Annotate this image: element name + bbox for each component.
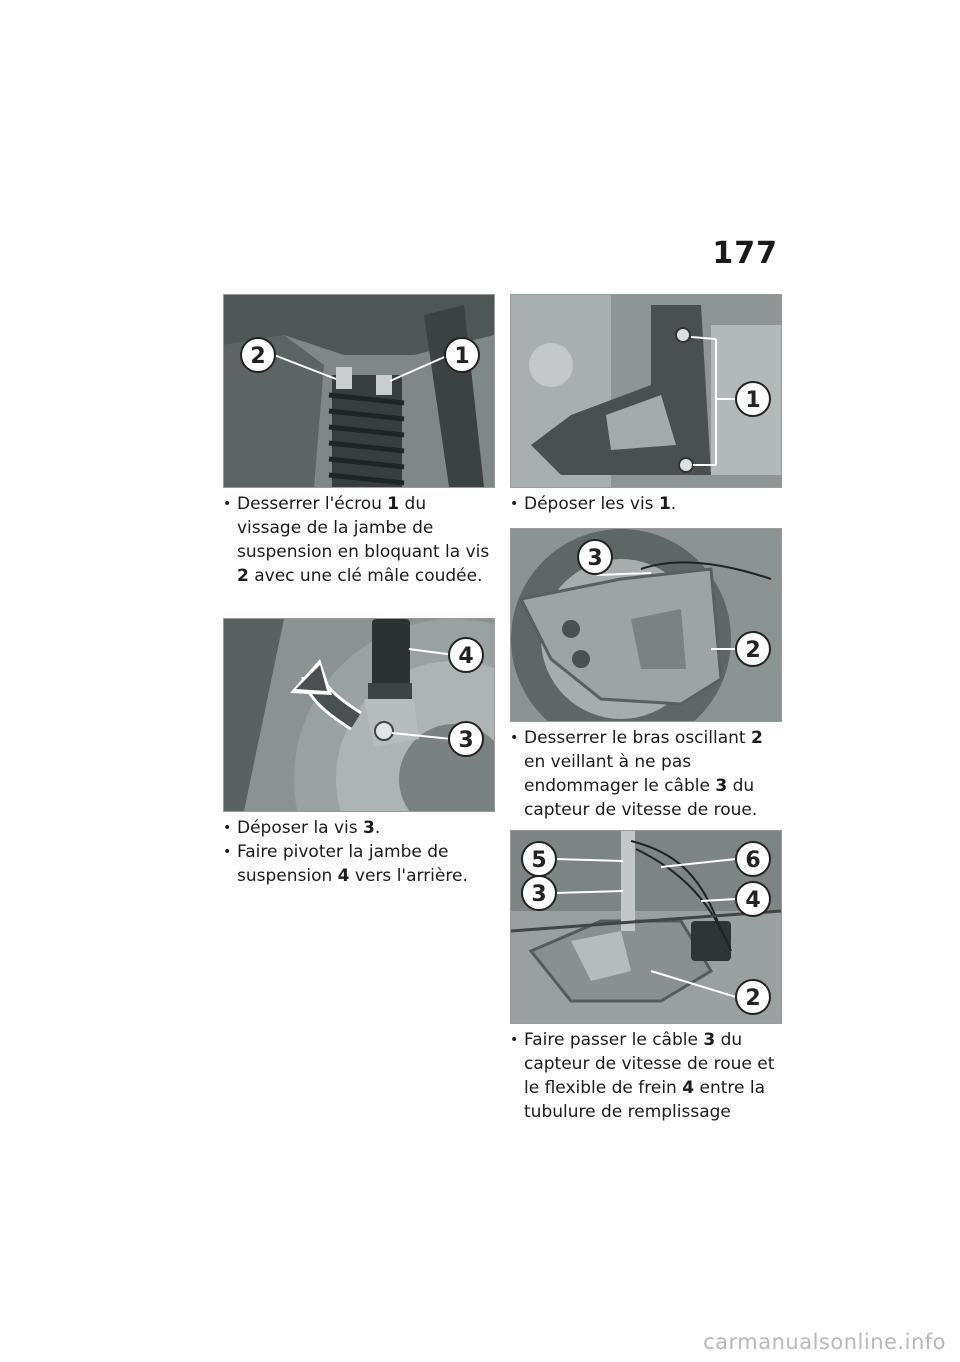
photo-bracket-screws <box>510 294 782 488</box>
step-route-cable: • Faire passer le câble 3 du capteur de vitesse de roue et le flexible de frein 4 entre la tubulure de remplissage <box>510 1030 775 1122</box>
photo-swingarm-drawing <box>511 529 781 721</box>
photo-shock-nut <box>223 294 495 488</box>
bullet: • <box>510 1032 519 1048</box>
step-block-1 <box>223 492 493 588</box>
bullet: • <box>510 496 519 512</box>
bullet: • <box>223 820 232 836</box>
photo-shock-bolt-drawing <box>224 619 494 811</box>
photo-brake-hose-drawing <box>511 831 781 1023</box>
callout-6: 6 <box>745 848 761 873</box>
callout-1: 1 <box>454 344 470 369</box>
callout-3: 3 <box>587 546 603 571</box>
step-block-4 <box>510 726 780 822</box>
photo-bracket-screws-drawing <box>511 295 781 487</box>
photo-brake-hose <box>510 830 782 1024</box>
callout-4: 4 <box>745 888 761 913</box>
callout-4: 4 <box>458 644 474 669</box>
callout-2: 2 <box>745 986 761 1011</box>
step-loosen-nut: • Desserrer l'écrou 1 du vissage de la jambe de suspension en bloquant la vis 2 avec une clé mâle coudée. <box>223 494 490 586</box>
callout-2: 2 <box>745 638 761 663</box>
callout-2: 2 <box>250 344 266 369</box>
photo-shock-bolt <box>223 618 495 812</box>
callout-1: 1 <box>745 388 761 413</box>
callout-3: 3 <box>531 882 547 907</box>
bullet: • <box>223 496 232 512</box>
step-pivot-strut: • Faire pivoter la jambe de suspension 4 vers l'arrière. <box>223 842 468 886</box>
step-block-5 <box>510 1028 780 1124</box>
step-block-2 <box>223 816 493 888</box>
photo-swingarm <box>510 528 782 722</box>
photo-shock-nut-drawing <box>224 295 494 487</box>
step-loosen-swingarm: • Desserrer le bras oscillant 2 en veillant à ne pas endommager le câble 3 du capteur de vitesse de roue. <box>510 728 763 820</box>
bullet: • <box>510 730 519 746</box>
watermark: carmanualsonline.info <box>703 1330 946 1354</box>
callout-3: 3 <box>458 728 474 753</box>
page-number: 177 <box>712 236 778 271</box>
step-remove-bolt: • Déposer la vis 3. <box>223 818 381 838</box>
callout-5: 5 <box>531 848 547 873</box>
step-remove-screws: • Déposer les vis 1. <box>510 494 677 514</box>
bullet: • <box>223 844 232 860</box>
step-block-3 <box>510 492 780 516</box>
